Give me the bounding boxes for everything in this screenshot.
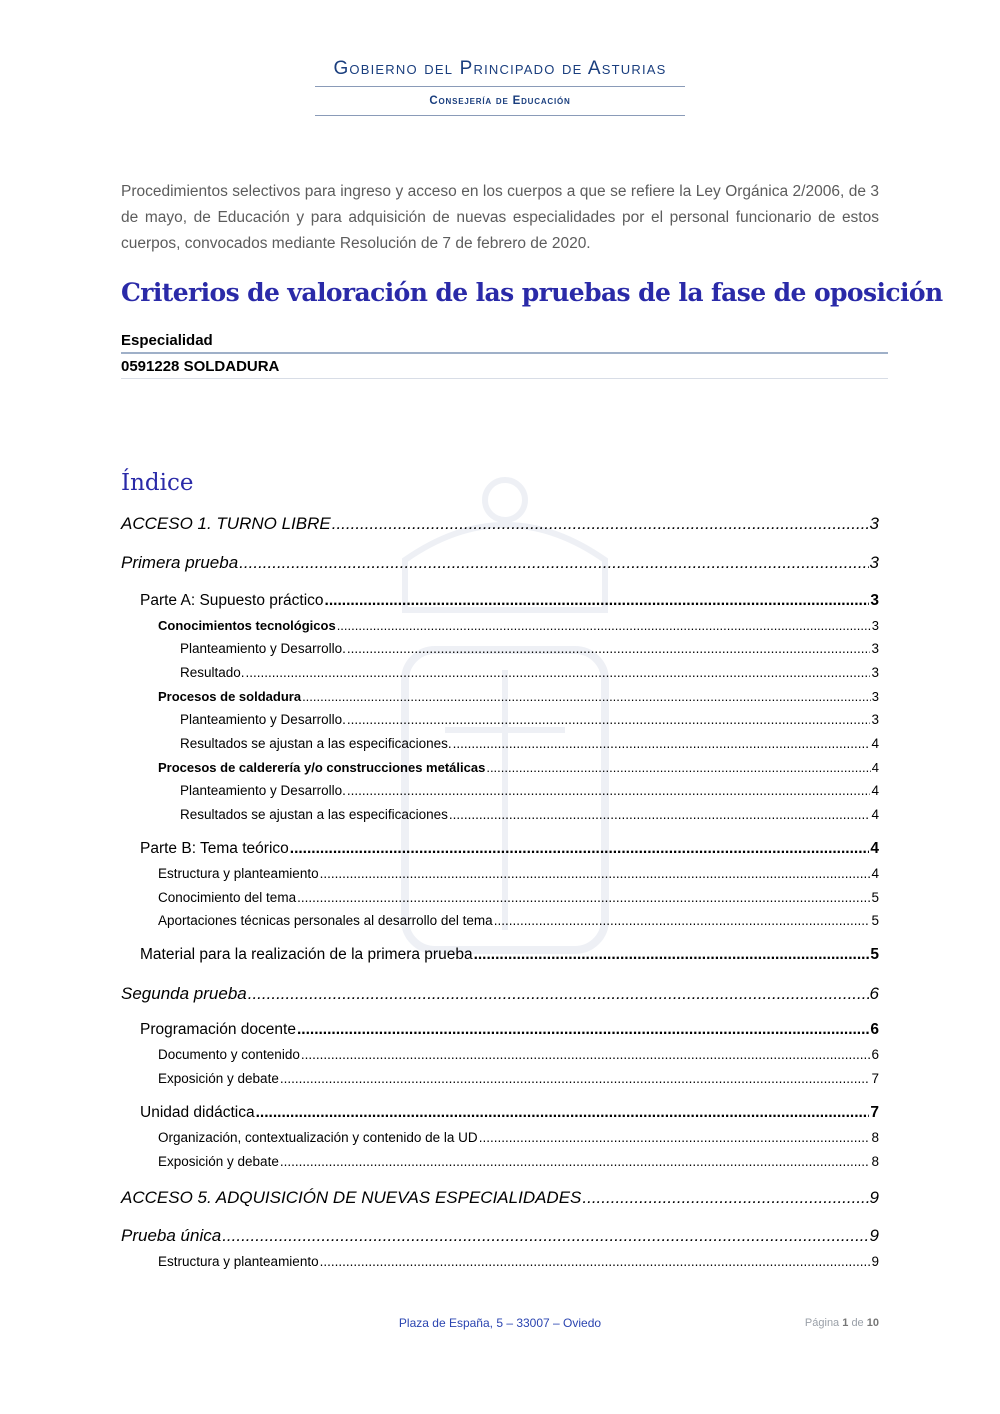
toc-page: 3 [871,665,879,680]
toc-leader [347,641,871,656]
toc-page: 5 [870,946,879,963]
toc-label: Programación docente [140,1021,296,1038]
toc-page: 3 [870,592,879,609]
toc-page: 5 [871,913,879,928]
toc-page: 4 [871,866,879,881]
toc-page: 7 [870,1104,879,1121]
toc-label: Procesos de soldadura [158,689,302,704]
toc-leader [347,712,871,727]
toc-leader [301,1047,871,1062]
toc-page: 7 [871,1071,879,1086]
toc-entry[interactable] [158,1154,879,1169]
toc-leader [280,1071,871,1086]
toc-leader [486,760,870,775]
toc-label: Resultados se ajustan a las especificaciones [180,807,448,822]
footer-address: Plaza de España, 5 – 33007 – Oviedo [398,1316,602,1330]
toc-entry[interactable] [158,760,879,775]
toc-entry[interactable] [140,1104,879,1122]
toc-leader [347,783,871,798]
page-number [805,1317,879,1329]
toc-leader [332,514,869,534]
toc-label: Aportaciones técnicas personales al desarrollo del tema [158,913,493,928]
toc-label: Planteamiento y Desarrollo. [180,641,346,656]
toc-entry[interactable] [180,736,879,751]
toc-entry[interactable] [121,984,879,1004]
toc-entry[interactable] [180,783,879,798]
toc-leader [453,736,871,751]
toc-leader [337,618,871,633]
toc-leader [325,592,870,610]
toc-entry[interactable] [140,840,879,858]
toc-page: 3 [869,553,879,572]
toc-page: 9 [869,1188,879,1207]
toc-leader [479,1130,871,1145]
toc-entry[interactable] [180,712,879,727]
toc-entry[interactable] [140,1021,879,1039]
toc-entry[interactable] [140,946,879,964]
toc-leader [297,890,870,905]
toc-label: Exposición y debate [158,1071,279,1086]
toc-entry[interactable] [158,689,879,704]
toc-label: Unidad didáctica [140,1104,255,1121]
index-heading: Índice [121,470,194,496]
toc-label: Planteamiento y Desarrollo. [180,783,346,798]
toc-entry[interactable] [180,665,879,680]
toc-label: Resultados se ajustan a las especificaciones. [180,736,452,751]
toc-leader [494,913,871,928]
toc-entry[interactable] [121,1188,879,1208]
current-page: 1 [842,1317,849,1329]
toc-label: Exposición y debate [158,1154,279,1169]
toc-entry[interactable] [158,1130,879,1145]
toc-leader [474,946,870,964]
toc-leader [320,866,871,881]
specialty-value: 0591228 SOLDADURA [121,358,280,375]
toc-label: ACCESO 5. ADQUISICIÓN DE NUEVAS ESPECIALIDADES [121,1188,582,1207]
toc-leader [290,840,870,858]
intro-paragraph: Procedimientos selectivos para ingreso y acceso en los cuerpos a que se refiere la Ley Orgánica 2/2006, de 3 de mayo, de Educación y para adquisición de nuevas especialidades por el personal funcionario de estos cuerpos, convocados mediante Resolución de 7 de febrero de 2020. [121,183,879,252]
toc-page: 4 [870,840,879,857]
toc-page: 9 [869,1226,879,1245]
toc-label: Conocimiento del tema [158,890,297,905]
toc-page: 4 [871,807,879,822]
toc-entry[interactable] [158,618,879,633]
toc-page: 3 [869,514,879,533]
toc-leader [246,665,871,680]
toc-entry[interactable] [121,514,879,534]
toc-label: Primera prueba [121,553,239,572]
toc-leader [449,807,871,822]
toc-label: Prueba única [121,1226,222,1245]
toc-leader [239,553,868,573]
toc-leader [320,1254,871,1269]
toc-entry[interactable] [158,890,879,905]
toc-entry[interactable] [121,553,879,573]
toc-label: Parte B: Tema teórico [140,840,289,857]
toc-entry[interactable] [180,807,879,822]
toc-page: 6 [871,1047,879,1062]
toc-label: Documento y contenido [158,1047,300,1062]
page-word: Página [804,1317,840,1329]
toc-page: 9 [871,1254,879,1269]
toc-entry[interactable] [140,592,879,610]
toc-label: Conocimientos tecnológicos [158,618,336,633]
toc-entry[interactable] [180,641,879,656]
department-name: Consejería de Educación [429,95,571,107]
toc-label: Segunda prueba [121,984,247,1003]
toc-label: Organización, contextualización y contenido de la UD [158,1130,478,1145]
toc-page: 3 [871,618,879,633]
toc-entry[interactable] [121,1226,879,1246]
toc-page: 4 [871,783,879,798]
toc-leader [297,1021,869,1039]
toc-label: Parte A: Supuesto práctico [140,592,324,609]
toc-page: 5 [871,890,879,905]
toc-leader [302,689,871,704]
toc-page: 3 [871,689,879,704]
toc-page: 4 [871,760,879,775]
toc-page: 3 [871,641,879,656]
toc-label: Procesos de calderería y/o construcciones metálicas [158,760,486,775]
toc-label: Material para la realización de la primera prueba [140,946,473,963]
toc-leader [582,1188,868,1208]
page-title: Criterios de valoración de las pruebas de la fase de oposición [121,278,943,307]
toc-page: 3 [871,712,879,727]
toc-page: 6 [870,1021,879,1038]
toc-entry[interactable] [158,1071,879,1086]
toc-entry[interactable] [158,1047,879,1062]
government-name: Gobierno del Principado de Asturias [333,58,667,79]
toc-page: 4 [871,736,879,751]
toc-entry[interactable] [158,1254,879,1269]
toc-leader [256,1104,870,1122]
page-of: de [851,1317,864,1329]
toc-label: Estructura y planteamiento [158,866,319,881]
toc-leader [280,1154,871,1169]
toc-leader [248,984,869,1004]
toc-page: 8 [871,1130,879,1145]
total-pages: 10 [866,1317,879,1329]
toc-page: 8 [871,1154,879,1169]
toc-label: Estructura y planteamiento [158,1254,319,1269]
specialty-label: Especialidad [121,332,213,349]
toc-page: 6 [869,984,879,1003]
toc-label: ACCESO 1. TURNO LIBRE [121,514,331,533]
toc-leader [222,1226,868,1246]
toc-entry[interactable] [158,866,879,881]
toc-entry[interactable] [158,913,879,928]
toc-label: Planteamiento y Desarrollo. [180,712,346,727]
toc-label: Resultado. [180,665,245,680]
